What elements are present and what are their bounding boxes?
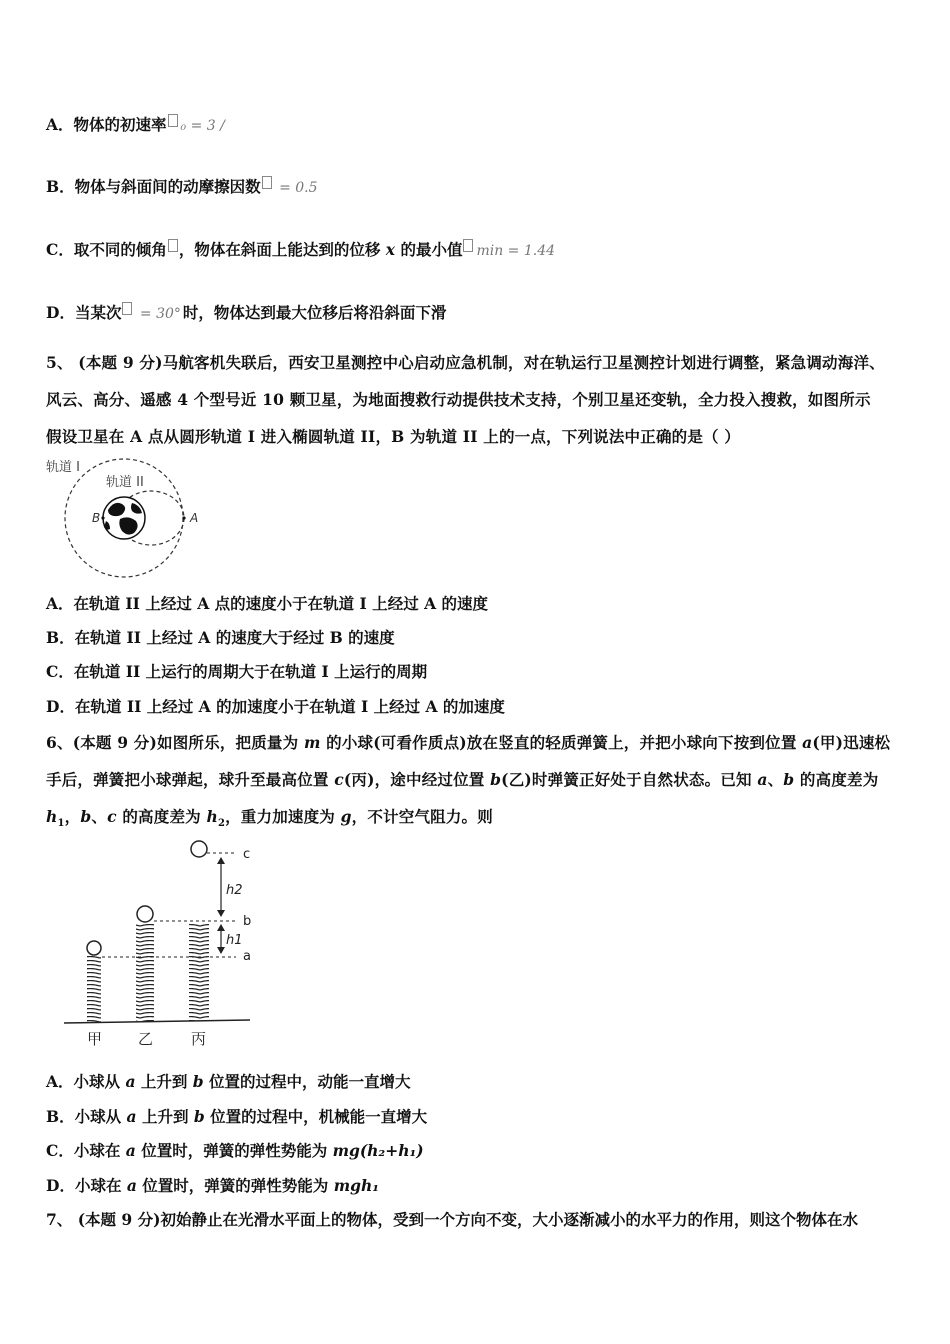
q4-option-c-formula: min = 1.44 [476, 243, 556, 259]
point-b-marker [101, 516, 104, 519]
orbit2-label: 轨道 II [106, 475, 144, 490]
q5-stem-line-3: 假设卫星在 A 点从圆形轨道 I 进入椭圆轨道 II，B 为轨道 II 上的一点，下列说法中正确的是（ ） [46, 427, 741, 446]
q6-stem-line-2: 手后，弹簧把小球弹起，球升至最高位置 c(丙)，途中经过位置 b(乙)时弹簧正好处于自然状态。已知 a、b 的高度差为 [46, 770, 879, 789]
spring-yi [136, 923, 154, 1021]
spring-jia [87, 956, 101, 1022]
placeholder-glyph-icon [463, 239, 473, 252]
spring-figure [60, 836, 260, 1052]
orbit-figure [40, 455, 210, 585]
q4-option-b-formula: = 0.5 [274, 180, 318, 196]
q6-stem [46, 724, 910, 835]
placeholder-glyph-icon [122, 302, 132, 315]
ball-yi [137, 906, 153, 922]
point-a-marker [182, 516, 185, 519]
q4-option-a: A．物体的初速率 ₀ = 3 / [46, 115, 225, 134]
point-a-label: A [190, 511, 199, 525]
ball-bing [191, 841, 207, 857]
placeholder-glyph-icon [168, 114, 178, 127]
q5-stem-line-2: 风云、高分、遥感 4 个型号近 10 颗卫星，为地面搜救行动提供技术支持，个别卫星还变轨，全力投入搜救，如图所示 [46, 390, 871, 409]
q5-option-c: C．在轨道 II 上运行的周期大于在轨道 I 上运行的周期 [46, 662, 428, 681]
q6-option-b: B．小球从 a 上升到 b 位置的过程中，机械能一直增大 [46, 1107, 428, 1126]
spring-bing [189, 923, 209, 1021]
q4-option-b: B．物体与斜面间的动摩擦因数 = 0.5 [46, 177, 318, 196]
q6-stem-line-3: $h_1$，b、c 的高度差为 $h_2$，重力加速度为 g，不计空气阻力。则 [46, 807, 493, 830]
point-b-label: B [92, 511, 101, 525]
level-b-label: b [243, 914, 252, 929]
q6-option-a: A．小球从 a 上升到 b 位置的过程中，动能一直增大 [46, 1072, 411, 1091]
q6-stem-line-1: 6、(本题 9 分)如图所乐，把质量为 m 的小球(可看作质点)放在竖直的轻质弹簧上，并把小球向下按到位置 a(甲)迅速松 [46, 733, 891, 752]
q4-option-c: C．取不同的倾角 ，物体在斜面上能达到的位移 x 的最小值 min = 1.44 [46, 240, 556, 259]
q5-stem [46, 344, 910, 455]
level-c-label: c [243, 847, 251, 862]
level-a-label: a [243, 949, 251, 964]
q4-option-d: D．当某次 = 30° 时，物体达到最大位移后将沿斜面下滑 [46, 303, 447, 322]
label-jia: 甲 [87, 1030, 103, 1048]
label-yi: 乙 [138, 1030, 154, 1048]
placeholder-glyph-icon [168, 239, 178, 252]
q4-option-d-formula: = 30° [135, 306, 181, 322]
orbit1-label: 轨道 I [46, 460, 80, 475]
q6-option-d: D．小球在 a 位置时，弹簧的弹性势能为 mgh₁ [46, 1176, 379, 1195]
label-bing: 丙 [191, 1030, 207, 1048]
q7-stem: 7、 (本题 9 分)初始静止在光滑水平面上的物体，受到一个方向不变，大小逐渐减小的水平力的作用，则这个物体在水 [46, 1210, 858, 1229]
h1-label: h1 [226, 933, 243, 948]
q5-option-a: A．在轨道 II 上经过 A 点的速度小于在轨道 I 上经过 A 的速度 [46, 594, 489, 613]
ball-jia [87, 941, 101, 955]
q5-option-d: D．在轨道 II 上经过 A 的加速度小于在轨道 I 上经过 A 的加速度 [46, 697, 505, 716]
placeholder-glyph-icon [262, 176, 272, 189]
q6-option-c: C．小球在 a 位置时，弹簧的弹性势能为 mg(h₂+h₁) [46, 1141, 424, 1160]
q5-option-b: B．在轨道 II 上经过 A 的速度大于经过 B 的速度 [46, 628, 395, 647]
q5-stem-line-1: 5、 (本题 9 分)马航客机失联后，西安卫星测控中心启动应急机制，对在轨运行卫星测控计划进行调整，紧急调动海洋、 [46, 353, 885, 372]
earth-icon [103, 497, 145, 539]
q4-option-a-formula: ₀ = 3 / [180, 118, 225, 134]
h2-label: h2 [226, 883, 243, 898]
